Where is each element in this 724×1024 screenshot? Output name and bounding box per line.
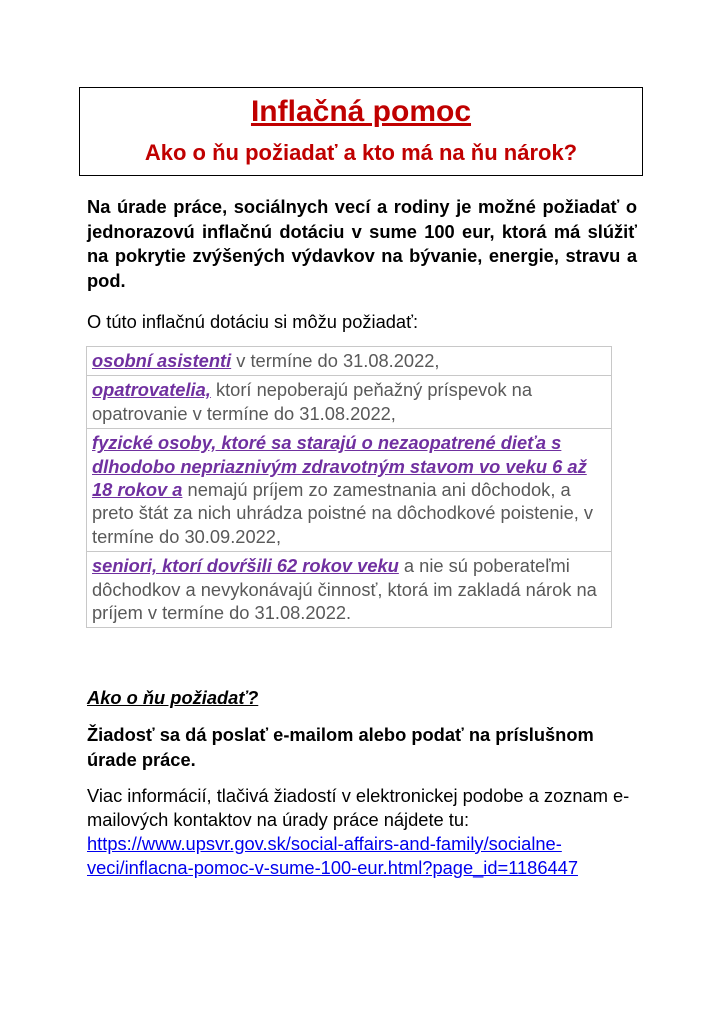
more-info-text: Viac informácií, tlačivá žiadostí v elektronickej podobe a zoznam e-mailových kontaktov na úrady práce nájdete tu:: [87, 785, 630, 830]
table-row: [87, 376, 612, 429]
intro-paragraph: Na úrade práce, sociálnych vecí a rodiny je možné požiadať o jednorazovú inflačnú dotáciu v sume 100 eur, ktorá má slúžiť na pokrytie zvýšených výdavkov na bývanie, energie, stravu a pod.: [87, 196, 637, 291]
eligibility-text: nemajú príjem zo zamestnania ani dôchodok, a preto štát za nich uhrádza poistné na dôchodkové poistenie, v termíne do 30.09.2022,: [92, 479, 594, 547]
how-to-apply-heading: Ako o ňu požiadať?: [87, 687, 259, 708]
eligibility-highlight: seniori, ktorí dovŕšili 62 rokov veku: [92, 555, 399, 577]
eligibility-text: ktorí nepoberajú peňažný príspevok na opatrovanie v termíne do 31.08.2022,: [92, 379, 533, 424]
eligibility-cell-caregivers: [87, 376, 612, 429]
eligibility-highlight: opatrovatelia,: [92, 379, 211, 401]
page-subtitle: Ako o ňu požiadať a kto má na ňu nárok?: [144, 140, 578, 165]
eligibility-text: a nie sú poberateľmi dôchodkov a nevykonávajú činnosť, ktorá im zakladá nárok na príjem v termíne do 31.08.2022.: [92, 555, 597, 624]
eligibility-text: v termíne do 31.08.2022,: [231, 350, 440, 371]
page-title: Inflačná pomoc: [250, 95, 472, 128]
eligibility-cell-child-carers: [87, 429, 612, 552]
eligibility-lead: O túto inflačnú dotáciu si môžu požiadať:: [87, 311, 419, 332]
more-info-link[interactable]: https://www.upsvr.gov.sk/social-affairs-and-family/socialne-veci/inflacna-pomoc-v-sume-100-eur.html?page_id=1186447: [87, 833, 579, 878]
eligibility-table: [86, 346, 612, 628]
table-row: [87, 552, 612, 628]
eligibility-highlight: fyzické osoby, ktoré sa starajú o nezaopatrené dieťa s dlhodobo nepriaznivým zdravotným stavom vo veku 6 až 18 rokov a: [92, 432, 587, 501]
title-box: [79, 87, 643, 176]
eligibility-cell-personal-assistants: [87, 347, 612, 376]
how-to-apply-instruction: Žiadosť sa dá poslať e-mailom alebo podať na príslušnom úrade práce.: [87, 724, 594, 770]
eligibility-cell-seniors: [87, 552, 612, 628]
table-row: [87, 347, 612, 376]
eligibility-highlight: osobní asistenti: [92, 350, 232, 371]
more-info-paragraph: [87, 784, 647, 880]
table-row: [87, 429, 612, 552]
